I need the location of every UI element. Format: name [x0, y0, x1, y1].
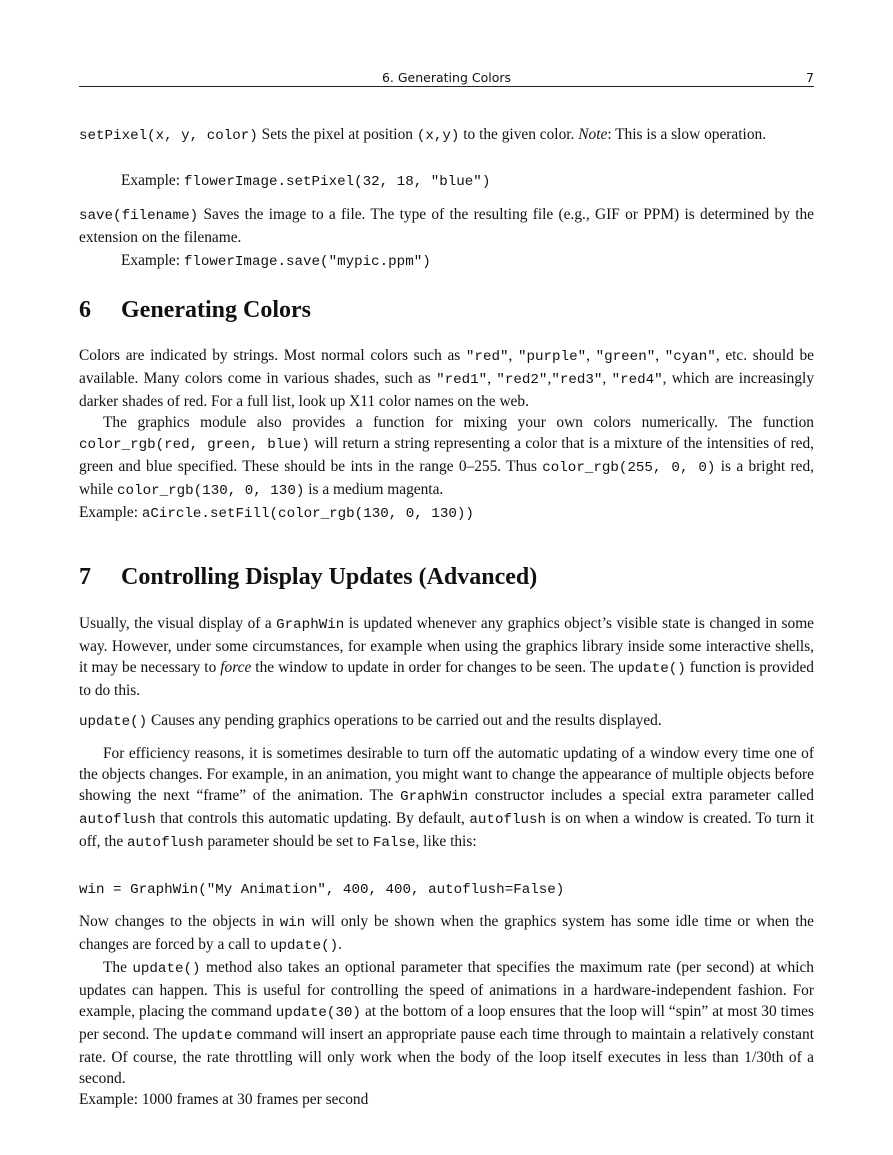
update-definition: update() Causes any pending graphics operations to be carried out and the results displayed. [79, 712, 662, 730]
section-6-paragraph-2: The graphics module also provides a function for mixing your own colors numerically. The function color_rgb(red, green, blue) will return a string representing a color that is a mixture of the intensities of red, green and blue specified. These should be ints in the range 0–255. Thus color_rgb(255, 0, 0) is a bright red, while color_rgb(130, 0, 130) is a medium magenta. [79, 414, 815, 499]
section-6-heading: 6 Generating Colors [79, 297, 311, 323]
setpixel-example-code: flowerImage.setPixel(32, 18, "blue") [183, 174, 491, 190]
update-signature: update() [79, 714, 148, 730]
save-signature: save(filename) [79, 208, 199, 224]
running-header [79, 64, 814, 87]
section-6-paragraph-1: Colors are indicated by strings. Most normal colors such as "red", "purple", "green", "cyan", etc. should be available. Many colors come in various shades, such as "red1", "red2","red3", "red4", which are increasingly darker shades of red. For a full list, look up X11 color names on the web. [79, 347, 815, 410]
setpixel-definition: setPixel(x, y, color) Sets the pixel at position (x,y) to the given color. Note: This is a slow operation. [79, 126, 767, 144]
save-definition: save(filename) Saves the image to a file. The type of the resulting file (e.g., GIF or PPM) is determined by the extension on the filename. [79, 206, 814, 246]
section-7-heading: 7 Controlling Display Updates (Advanced) [79, 564, 538, 590]
section-7-paragraph-3: Now changes to the objects in win will only be shown when the graphics system has some idle time or when the changes are forced by a call to update(). The update() method also takes an optional parameter that specifies the maximum rate (per second) at which updates can happen. This is useful for controlling the speed of animations in a hardware-independent fashion. For example, placing the command update(30) at the bottom of a loop ensures that the loop will “spin” at most 30 times per second. The update command will insert an appropriate pause each time through to maintain a relatively constant rate. Of course, the rate throttling will only work when the body of the loop itself executes in less than 1/30th of a second. Example: 1000 frames at 30 frames per second [79, 913, 815, 1108]
setpixel-signature: setPixel(x, y, color) [79, 128, 258, 144]
page-number: 7 [806, 70, 814, 85]
section-7-paragraph-1: Usually, the visual display of a GraphWin is updated whenever any graphics object’s visible state is changed in some way. However, under some circumstances, for example when using the graphics library inside some interactive shells, it may be necessary to force the window to update in order for changes to be seen. The update() function is provided to do this. [79, 615, 815, 699]
section-7-example: Example: 1000 frames at 30 frames per second [79, 1091, 369, 1108]
section-6-example: Example: aCircle.setFill(color_rgb(130, 0, 130)) [79, 504, 474, 522]
save-example: Example: flowerImage.save("mypic.ppm") [121, 252, 431, 270]
code-line: win = GraphWin("My Animation", 400, 400, autoflush=False) [79, 882, 565, 898]
setpixel-example: Example: flowerImage.setPixel(32, 18, "blue") [121, 172, 491, 190]
section-6-body [79, 345, 814, 525]
section-7-paragraph-2: For efficiency reasons, it is sometimes desirable to turn off the automatic updating of a window every time one of the objects changes. For example, in an animation, you might want to change the appearance of multiple objects before showing the next “frame” of the animation. The GraphWin constructor includes a special extra parameter called autoflush that controls this automatic updating. By default, autoflush is on when a window is created. To turn it off, the autoflush parameter should be set to False, like this: [79, 745, 815, 851]
save-example-code: flowerImage.save("mypic.ppm") [183, 254, 431, 270]
running-header-title: 6. Generating Colors [381, 70, 512, 85]
